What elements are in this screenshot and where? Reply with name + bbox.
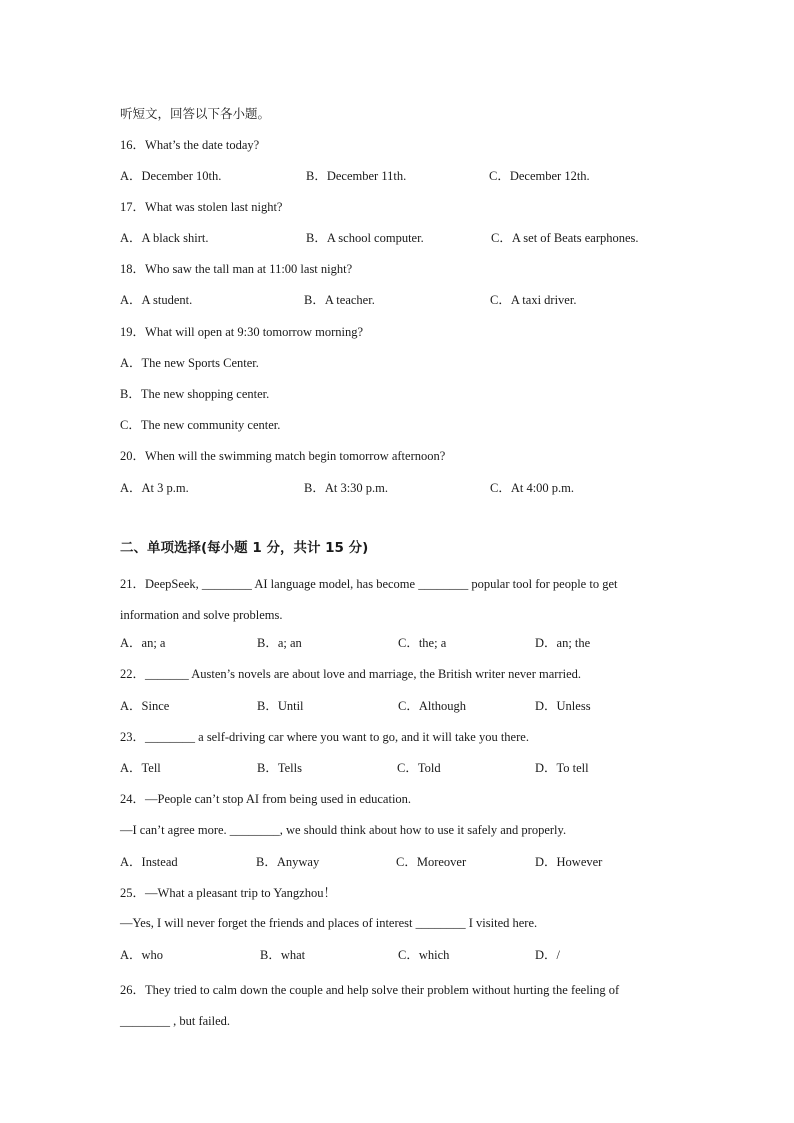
q24-option-a[interactable]: A．Instead — [120, 855, 178, 869]
q20-option-b[interactable]: B．At 3:30 p.m. — [304, 481, 389, 495]
q25-option-c[interactable]: C．which — [398, 948, 450, 962]
q19-option-c[interactable]: C．The new community center. — [120, 418, 281, 432]
q23-option-b[interactable]: B．Tells — [257, 761, 302, 775]
q17-option-c[interactable]: C．A set of Beats earphones. — [491, 231, 639, 245]
question-21: 21．DeepSeek, ________ AI language model, has become ________ popular tool for people to get — [120, 577, 618, 591]
question-26-continued: ________ , but failed. — [120, 1014, 231, 1028]
question-25: 25．—What a pleasant trip to Yangzhou！ — [120, 886, 336, 900]
question-23: 23．________ a self-driving car where you want to go, and it will take you there. — [120, 730, 529, 744]
q23-option-a[interactable]: A．Tell — [120, 761, 161, 775]
listening-instruction: 听短文，回答以下各小题。 — [120, 106, 271, 121]
question-21-continued: information and solve problems. — [120, 608, 283, 622]
question-22: 22．_______ Austen’s novels are about love and marriage, the British writer never married. — [120, 667, 582, 681]
q21-option-a[interactable]: A．an; a — [120, 636, 166, 650]
question-17: 17．What was stolen last night? — [120, 200, 283, 214]
q24-option-b[interactable]: B．Anyway — [256, 855, 320, 869]
q16-option-c[interactable]: C．December 12th. — [489, 169, 590, 183]
q24-option-c[interactable]: C．Moreover — [396, 855, 467, 869]
q24-option-d[interactable]: D．However — [535, 855, 603, 869]
q16-option-b[interactable]: B．December 11th. — [306, 169, 407, 183]
q17-option-b[interactable]: B．A school computer. — [306, 231, 424, 245]
q25-option-d[interactable]: D．/ — [535, 948, 561, 962]
q22-option-b[interactable]: B．Until — [257, 699, 304, 713]
q25-option-b[interactable]: B．what — [260, 948, 306, 962]
q18-option-b[interactable]: B．A teacher. — [304, 293, 375, 307]
q20-option-c[interactable]: C．At 4:00 p.m. — [490, 481, 575, 495]
q18-option-c[interactable]: C．A taxi driver. — [490, 293, 577, 307]
q17-option-a[interactable]: A．A black shirt. — [120, 231, 209, 245]
question-16: 16．What’s the date today? — [120, 138, 260, 152]
q21-option-c[interactable]: C．the; a — [398, 636, 447, 650]
q22-option-a[interactable]: A．Since — [120, 699, 170, 713]
question-19: 19．What will open at 9:30 tomorrow morning? — [120, 325, 364, 339]
q23-option-d[interactable]: D．To tell — [535, 761, 589, 775]
q22-option-d[interactable]: D．Unless — [535, 699, 591, 713]
question-18: 18．Who saw the tall man at 11:00 last night? — [120, 262, 353, 276]
q19-option-a[interactable]: A．The new Sports Center. — [120, 356, 259, 370]
question-26: 26．They tried to calm down the couple and help solve their problem without hurting the feeling of — [120, 983, 620, 997]
q20-option-a[interactable]: A．At 3 p.m. — [120, 481, 189, 495]
q19-option-b[interactable]: B．The new shopping center. — [120, 387, 270, 401]
q21-option-b[interactable]: B．a; an — [257, 636, 302, 650]
q23-option-c[interactable]: C．Told — [397, 761, 441, 775]
question-24-continued: —I can’t agree more. ________, we should think about how to use it safely and properly. — [120, 823, 567, 837]
q22-option-c[interactable]: C．Although — [398, 699, 467, 713]
q21-option-d[interactable]: D．an; the — [535, 636, 591, 650]
question-20: 20．When will the swimming match begin tomorrow afternoon? — [120, 449, 446, 463]
question-24: 24．—People can’t stop AI from being used in education. — [120, 792, 412, 806]
question-25-continued: —Yes, I will never forget the friends and places of interest ________ I visited here. — [120, 916, 538, 930]
q25-option-a[interactable]: A．who — [120, 948, 164, 962]
section-heading: 二、单项选择(每小题 1 分，共计 15 分) — [120, 540, 369, 556]
q16-option-a[interactable]: A．December 10th. — [120, 169, 222, 183]
q18-option-a[interactable]: A．A student. — [120, 293, 193, 307]
